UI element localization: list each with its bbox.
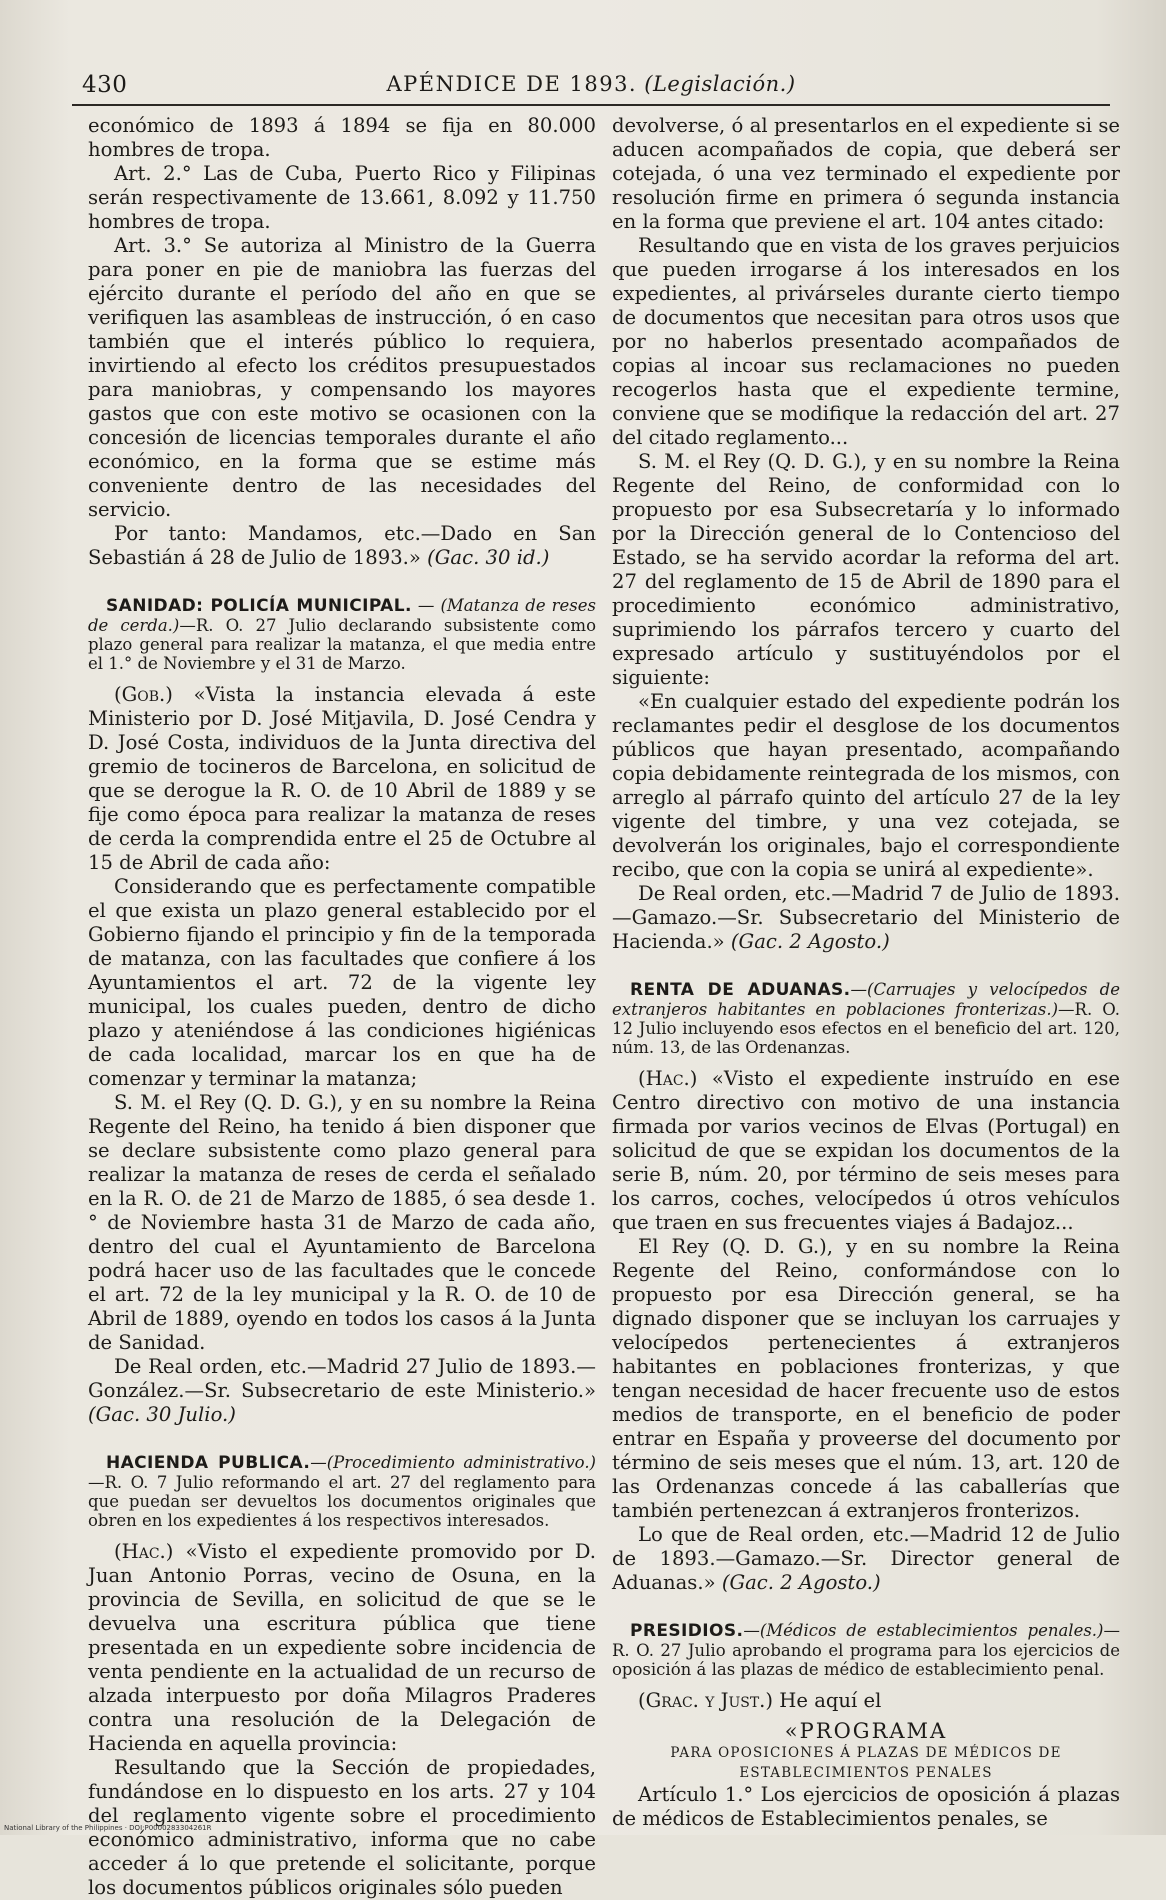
spacer: [612, 1679, 1120, 1689]
left-paragraph: económico de 1893 á 1894 se fija en 80.000 hombres de tropa.: [88, 114, 596, 161]
left-paragraph: [88, 1355, 596, 1427]
programa-title: «PROGRAMA: [784, 1719, 948, 1743]
left-paragraph: Art. 2.° Las de Cuba, Puerto Rico y Filipinas serán respectivamente de 13.661, 8.092 y 11.750 hombres de tropa.: [88, 162, 596, 233]
heading-summary: —R. O. 12 Julio incluyendo esos efectos en el beneficio del art. 120, núm. 13, de las Ordenanzas.: [612, 1000, 1120, 1057]
section-heading-sanidad: [88, 596, 596, 673]
right-paragraph: [612, 1067, 1120, 1235]
spacer: [612, 1057, 1120, 1067]
heading-summary: —R. O. 7 Julio reformando el art. 27 del reglamento para que puedan ser devueltos los documentos originales que obren en los expedientes á los respectivos interesados.: [88, 1473, 596, 1530]
section-heading-aduanas: [612, 980, 1120, 1057]
left-text: «Visto el expediente promovido por D. Juan Antonio Porras, vecino de Osuna, en la provincia de Sevilla, en solicitud de que se le devuelva una escritura pública que tiene presentada en un expediente sobre incidencia de venta pendiente en la actualidad de un recurso de alzada interpuesto por doña Milagros Praderes contra una resolución de la Delegación de Hacienda en aquella provincia:: [88, 1540, 596, 1755]
citation: (Gac. 2 Agosto.): [730, 930, 890, 953]
left-text: «Vista la instancia elevada á este Ministerio por D. José Mitjavila, D. José Cendra y D. José Costa, individuos de la Junta directiva del gremio de tocineros de Barcelona, en solicitud de que se derogue la R. O. de 10 Abril de 1889 y se fije como época para realizar la matanza de reses de cerda la comprendida entre el 25 de Octubre al 15 de Abril de cada año:: [88, 683, 596, 874]
right-text: He aquí el: [779, 1689, 882, 1712]
section-heading-hacienda: [88, 1453, 596, 1530]
right-paragraph: Resultando que en vista de los graves perjuicios que pueden irrogarse á los interesados en los expedientes, al privárseles durante cierto tiempo de documentos que necesitan para otros usos que por no haberlos presentado acompañados de copias al incoar sus reclamaciones no pueden recogerlos hasta que el expediente termine, conviene que se modifique la redacción del art. 27 del citado reglamento...: [612, 234, 1120, 449]
heading-title: PRESIDIOS.: [630, 1621, 744, 1641]
left-paragraph: Resultando que la Sección de propiedades, fundándose en lo dispuesto en los arts. 27 y 104 del reglamento vigente sobre el procedimiento económico administrativo, informa que no cabe acceder á lo que pretende el solicitante, porque los documentos públicos originales sólo pueden: [88, 1756, 596, 1899]
citation: (Gac. 30 Julio.): [88, 1403, 236, 1426]
spacer: [88, 1530, 596, 1540]
heading-summary: —R. O. 27 Julio declarando subsistente como plazo general para realizar la matanza, el que media entre el 1.° de Noviembre y el 31 de Marzo.: [88, 616, 597, 673]
left-paragraph: Art. 3.° Se autoriza al Ministro de la Guerra para poner en pie de maniobra las fuerzas del ejército durante el período del año en que se verifiquen las asambleas de instrucción, ó en caso también que el interés público lo requiera, invirtiendo al efecto los créditos presupuestados para maniobras, y compensando los mayores gastos que con este motivo se ocasionen con la concesión de licencias temporales durante el año económico, en la forma que se estime más conveniente dentro de las necesidades del servicio.: [88, 234, 596, 521]
left-text: De Real orden, etc.—Madrid 27 Julio de 1893.—González.—Sr. Subsecretario de este Ministerio.»: [88, 1355, 596, 1402]
spacer: [88, 570, 596, 592]
heading-italic: —(Carruajes y velocípedos de extranjeros habitantes en poblaciones fronterizas.): [612, 980, 1120, 1019]
section-heading-presidios: [612, 1621, 1120, 1679]
right-paragraph: Artículo 1.° Los ejercicios de oposición á plazas de médicos de Establecimientos penales, se: [612, 1783, 1120, 1830]
spacer: [612, 954, 1120, 976]
running-title-italic: (Legislación.): [644, 72, 796, 96]
left-paragraph: [88, 1540, 596, 1756]
spacer: [612, 1595, 1120, 1617]
heading-title: SANIDAD: POLICÍA MUNICIPAL.: [106, 596, 412, 616]
ministry-tag: (Gob.): [114, 683, 173, 706]
ministry-tag: (Hac.): [638, 1067, 698, 1090]
running-title: [72, 72, 1110, 96]
spacer: [88, 1427, 596, 1449]
page-number: 430: [82, 72, 128, 98]
left-paragraph: [88, 683, 596, 875]
right-paragraph: «En cualquier estado del expediente podrán los reclamantes pedir el desglose de los documentos públicos que hayan presentado, acompañando copia debidamente reintegrada de los mismos, con arreglo al párrafo quinto del artículo 27 de la ley vigente del timbre, y una vez cotejada, se devolverán los originales, bajo el correspondiente recibo, que con la copia se unirá al expediente».: [612, 690, 1120, 881]
right-paragraph: S. M. el Rey (Q. D. G.), y en su nombre la Reina Regente del Reino, de conformidad con lo propuesto por esa Subsecretaría y lo informado por la Dirección general de lo Contencioso del Estado, se ha servido acordar la reforma del art. 27 del reglamento de 15 de Abril de 1890 para el procedimiento económico administrativo, suprimiendo los párrafos tercero y cuarto del expresado artículo y sustituyéndolos por el siguiente:: [612, 450, 1120, 689]
left-paragraph: [88, 522, 596, 570]
right-text: De Real orden, etc.—Madrid 7 de Julio de 1893.—Gamazo.—Sr. Subsecretario del Ministerio de Hacienda.»: [612, 882, 1120, 953]
header-rule: [72, 104, 1110, 106]
scan-footer: National Library of the Philippines · DOI:P0000283304261R: [4, 1824, 212, 1832]
right-paragraph: El Rey (Q. D. G.), y en su nombre la Reina Regente del Reino, conformándose con lo propuesto por esa Dirección general, se ha dignado disponer que se incluyan los carruajes y velocípedos pertenecientes á extranjeros habitantes en poblaciones fronterizas, y que tengan necesidad de hacer frecuente uso de estos medios de transporte, en el beneficio de poder entrar en España y proveerse del documento por término de seis meses que el núm. 13, art. 120 de las Ordenanzas concede á las caballerías que también pertenezcan á extranjeros fronterizos.: [612, 1235, 1120, 1522]
heading-summary: —R. O. 27 Julio aprobando el programa para los ejercicios de oposición á las plazas de médico de establecimiento penal.: [612, 1621, 1120, 1679]
right-paragraph: [612, 882, 1120, 954]
right-text: «Visto el expediente instruído en ese Centro directivo con motivo de una instancia firmada por varios vecinos de Elvas (Portugal) en solicitud de que se expidan los documentos de la serie B, núm. 20, por término de seis meses para los carros, coches, velocípedos ú otros vehículos que traen en sus frecuentes viajes á Badajoz...: [612, 1067, 1120, 1234]
right-text: Lo que de Real orden, etc.—Madrid 12 de Julio de 1893.—Gamazo.—Sr. Director general de Aduanas.»: [612, 1523, 1120, 1594]
right-paragraph: [612, 1523, 1120, 1595]
left-text: Por tanto: Mandamos, etc.—Dado en San Sebastián á 28 de Julio de 1893.»: [88, 522, 596, 569]
left-paragraph: Considerando que es perfectamente compatible el que exista un plazo general establecido por el Gobierno fijando el principio y fin de la temporada de matanza, con las facultades que confiere á los Ayuntamientos el art. 72 de la vigente ley municipal, los cuales pueden, dentro de dicho plazo y ateniéndose á las condiciones higiénicas de cada localidad, marcar los en que ha de comenzar y terminar la matanza;: [88, 875, 596, 1090]
right-column: [612, 114, 1120, 1830]
citation: (Gac. 2 Agosto.): [721, 1571, 881, 1594]
heading-title: RENTA DE ADUANAS.: [630, 980, 851, 1000]
heading-italic: —(Médicos de establecimientos penales.): [743, 1621, 1104, 1640]
ministry-tag: (Hac.): [114, 1540, 174, 1563]
running-header: [72, 70, 1110, 102]
heading-title: HACIENDA PUBLICA.: [106, 1453, 311, 1473]
right-paragraph: [612, 1689, 1120, 1713]
programa-subtitle: PARA OPOSICIONES Á PLAZAS DE MÉDICOS DE ESTABLECIMIENTOS PENALES: [670, 1745, 1062, 1781]
spacer: [88, 673, 596, 683]
right-paragraph: devolverse, ó al presentarlos en el expediente si se aducen acompañados de copia, que deberá ser cotejada, ó una vez terminado el expediente por resolución firme en primera ó segunda instancia en la forma que previene el art. 104 antes citado:: [612, 114, 1120, 233]
left-paragraph: S. M. el Rey (Q. D. G.), y en su nombre la Reina Regente del Reino, ha tenido á bien disponer que se declare subsistente como plazo general para realizar la matanza de reses de cerda el señalado en la R. O. de 21 de Marzo de 1885, ó sea desde 1.° de Noviembre hasta 31 de Marzo de cada año, dentro del cual el Ayuntamiento de Barcelona podrá hacer uso de las facultades que le concede el art. 72 de la ley municipal y la R. O. de 10 de Abril de 1889, oyendo en todos los casos á la Junta de Sanidad.: [88, 1091, 596, 1354]
citation: (Gac. 30 id.): [427, 546, 550, 569]
running-title-text: APÉNDICE DE 1893.: [386, 72, 638, 96]
ministry-tag: (Grac. y Just.): [638, 1689, 774, 1712]
heading-italic: — (Matanza de reses de cerda.): [88, 596, 597, 635]
heading-italic: —(Procedimiento administrativo.): [310, 1453, 596, 1472]
